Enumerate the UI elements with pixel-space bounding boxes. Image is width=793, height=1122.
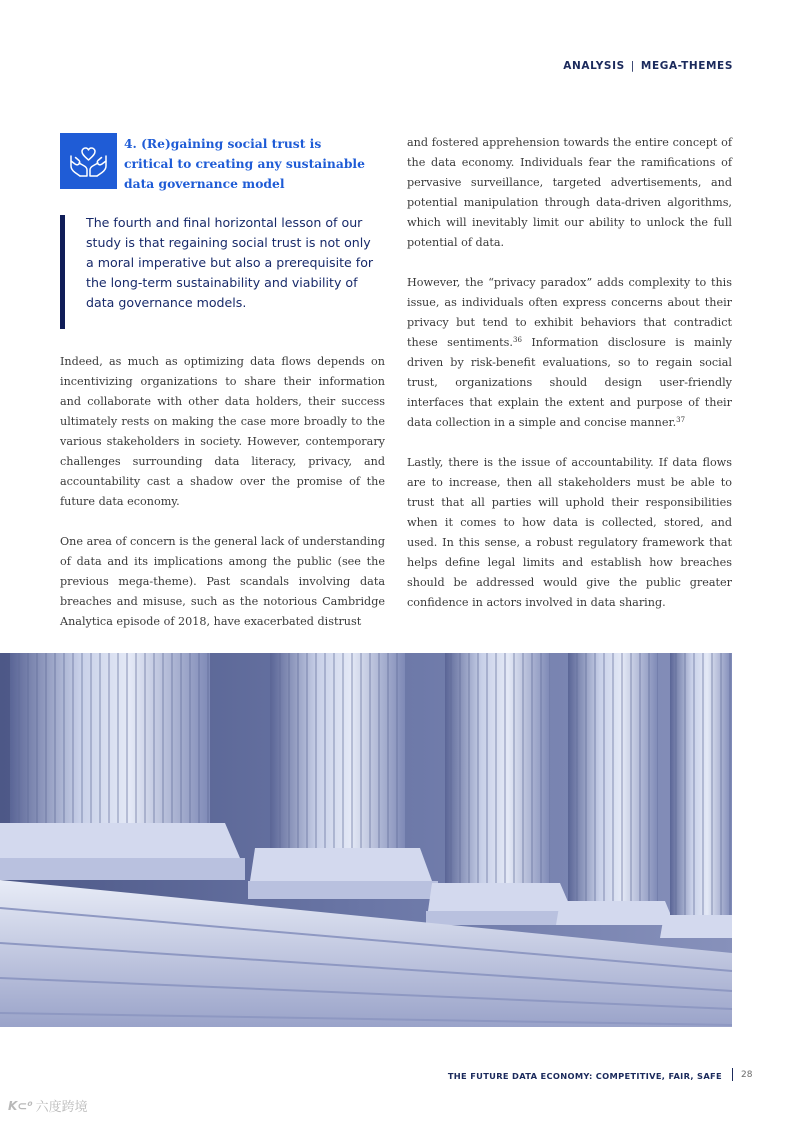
section-icon-box bbox=[60, 133, 117, 189]
watermark-logo-icon: K⊂⁰ bbox=[8, 1098, 33, 1113]
right-paragraph-2-part-b: Information disclosure is mainly driven by risk-benefit evaluations, so to regain social trust, organizations should design user-friendly interfaces that explain the extent and purpose of their data collection in a simple and concise manner. bbox=[407, 336, 733, 429]
footer-title: THE FUTURE DATA ECONOMY: COMPETITIVE, FAIR, SAFE bbox=[447, 1071, 722, 1081]
running-header bbox=[563, 60, 733, 72]
left-paragraph-2: One area of concern is the general lack of understanding of data and its implications among the public (see the previous mega-theme). Past scandals involving data breaches and misuse, such as the notorious Cambridge Analytica episode of 2018, have exacerbated distrust bbox=[60, 535, 385, 628]
columns-illustration bbox=[0, 653, 732, 1027]
hands-heart-icon bbox=[60, 133, 117, 189]
quote-bar bbox=[60, 215, 65, 329]
footnote-ref-37[interactable]: 37 bbox=[676, 416, 686, 424]
footnote-ref-36[interactable]: 36 bbox=[512, 336, 522, 344]
right-paragraph-2-part-a: However, the “privacy paradox” adds complexity to this issue, as individuals often express concerns about their privacy but tend to exhibit behaviors that contradict these sentiments. bbox=[407, 276, 732, 349]
right-paragraph-1: and fostered apprehension towards the entire concept of the data economy. Individuals fear the ramifications of pervasive surveillance, targeted advertisements, and potential manipulation through data-driven algorithms, which will inevitably limit our ability to unlock the full potential of data. bbox=[407, 136, 732, 249]
watermark-text: 六度跨境 bbox=[35, 1100, 88, 1115]
footer-divider bbox=[732, 1068, 733, 1081]
header-section: ANALYSIS bbox=[563, 60, 625, 72]
header-subsection: MEGA-THEMES bbox=[640, 60, 733, 72]
section-title: 4. (Re)gaining social trust is critical to creating any sustainable data governance model bbox=[124, 136, 365, 191]
page-number: 28 bbox=[741, 1070, 753, 1080]
page-footer bbox=[0, 1068, 793, 1088]
right-column bbox=[407, 133, 732, 633]
left-paragraph-1: Indeed, as much as optimizing data flows depends on incentivizing organizations to share their information and collaborate with other data holders, their success ultimately rests on making the case more broadly to the various stakeholders in society. However, contemporary challenges surrounding data literacy, privacy, and accountability cast a shadow over the promise of the future data economy. bbox=[60, 355, 385, 508]
right-paragraph-3: Lastly, there is the issue of accountability. If data flows are to increase, then all stakeholders must be able to trust that all parties will uphold their responsibilities when it comes to how data is collected, stored, and used. In this sense, a robust regulatory framework that helps define legal limits and establish how breaches should be addressed would give the public greater confidence in actors involved in data sharing. bbox=[407, 456, 732, 609]
right-paragraph-2 bbox=[407, 273, 732, 433]
watermark bbox=[8, 1096, 88, 1115]
classical-columns-photo bbox=[0, 653, 732, 1027]
left-column bbox=[60, 352, 385, 652]
header-separator: | bbox=[630, 60, 635, 72]
pull-quote: The fourth and final horizontal lesson of our study is that regaining social trust is not only a moral imperative but also a prerequisite for the long-term sustainability and viability of data governance models. bbox=[86, 215, 374, 310]
